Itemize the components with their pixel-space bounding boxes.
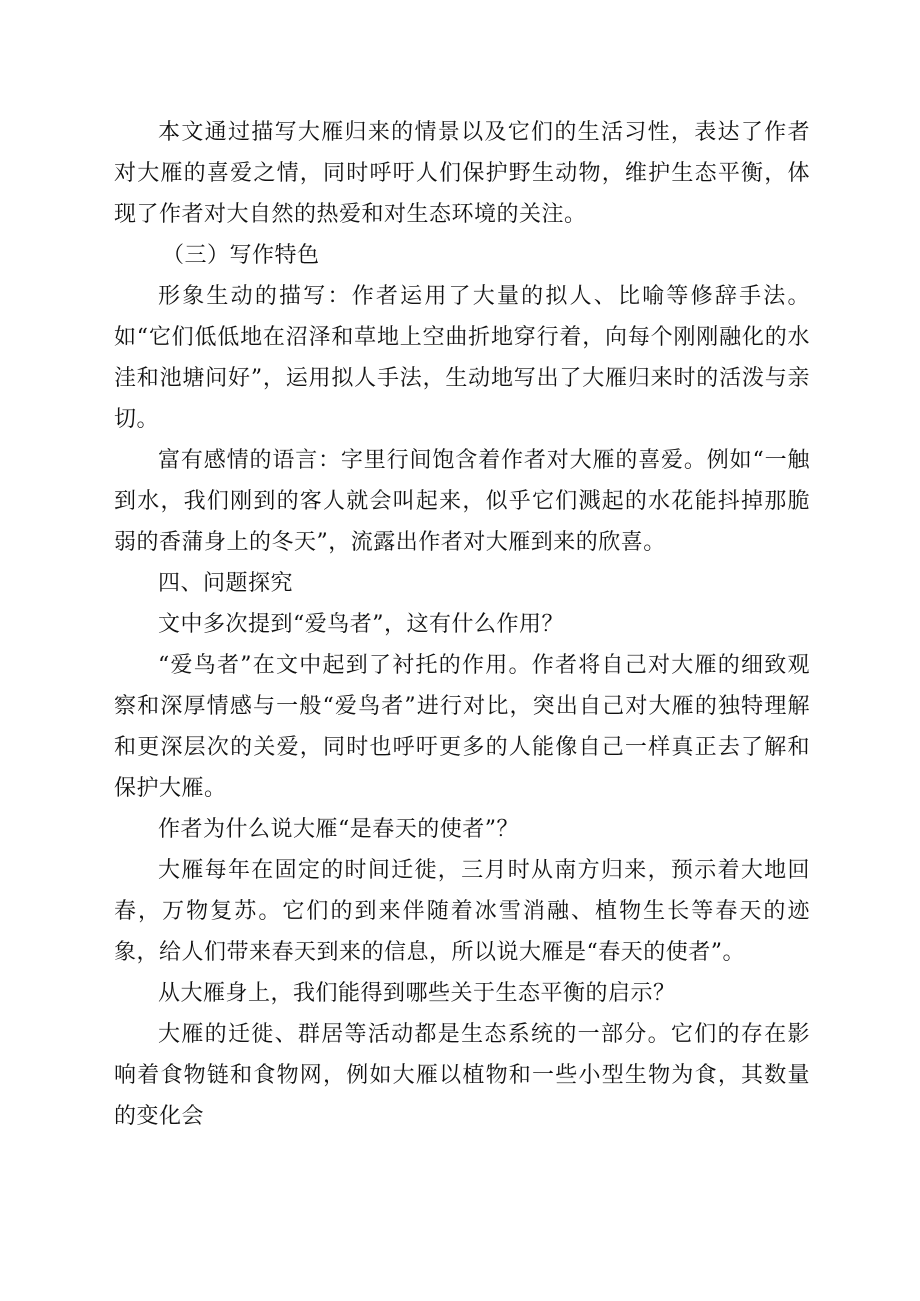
section-heading-writing-features: （三）写作特色: [162, 243, 320, 268]
question-bird-lover: 文中多次提到“爱鸟者”，这有什么作用？: [158, 612, 564, 637]
answer-ecological-balance: 大雁的迁徙、群居等活动都是生态系统的一部分。它们的存在影响着食物链和食物网，例如大雁以植物和一些小型生物为食，其数量的变化会: [114, 1022, 810, 1129]
paragraph-summary: 本文通过描写大雁归来的情景以及它们的生活习性，表达了作者对大雁的喜爱之情，同时呼吁人们保护野生动物，维护生态平衡，体现了作者对大自然的热爱和对生态环境的关注。: [114, 120, 810, 227]
answer-bird-lover: “爱鸟者”在文中起到了衬托的作用。作者将自己对大雁的细致观察和深厚情感与一般“爱鸟者”进行对比，突出自己对大雁的独特理解和更深层次的关爱，同时也呼吁更多的人能像自己一样真正去了解和保护大雁。: [114, 653, 810, 801]
paragraph-emotional-language: 富有感情的语言：字里行间饱含着作者对大雁的喜爱。例如“一触到水，我们刚到的客人就会叫起来，似乎它们溅起的水花能抖掉那脆弱的香蒲身上的冬天”，流露出作者对大雁到来的欣喜。: [114, 448, 810, 555]
paragraph-vivid-description: 形象生动的描写：作者运用了大量的拟人、比喻等修辞手法。如“它们低低地在沼泽和草地上空曲折地穿行着，向每个刚刚融化的水洼和池塘问好”，运用拟人手法，生动地写出了大雁归来时的活泼与亲切。: [114, 284, 810, 432]
answer-spring-messenger: 大雁每年在固定的时间迁徙，三月时从南方归来，预示着大地回春，万物复苏。它们的到来伴随着冰雪消融、植物生长等春天的迹象，给人们带来春天到来的信息，所以说大雁是“春天的使者”。: [114, 858, 810, 965]
question-ecological-balance: 从大雁身上，我们能得到哪些关于生态平衡的启示？: [158, 981, 676, 1006]
section-heading-inquiry: 四、问题探究: [158, 571, 294, 596]
question-spring-messenger: 作者为什么说大雁“是春天的使者”？: [158, 817, 519, 842]
